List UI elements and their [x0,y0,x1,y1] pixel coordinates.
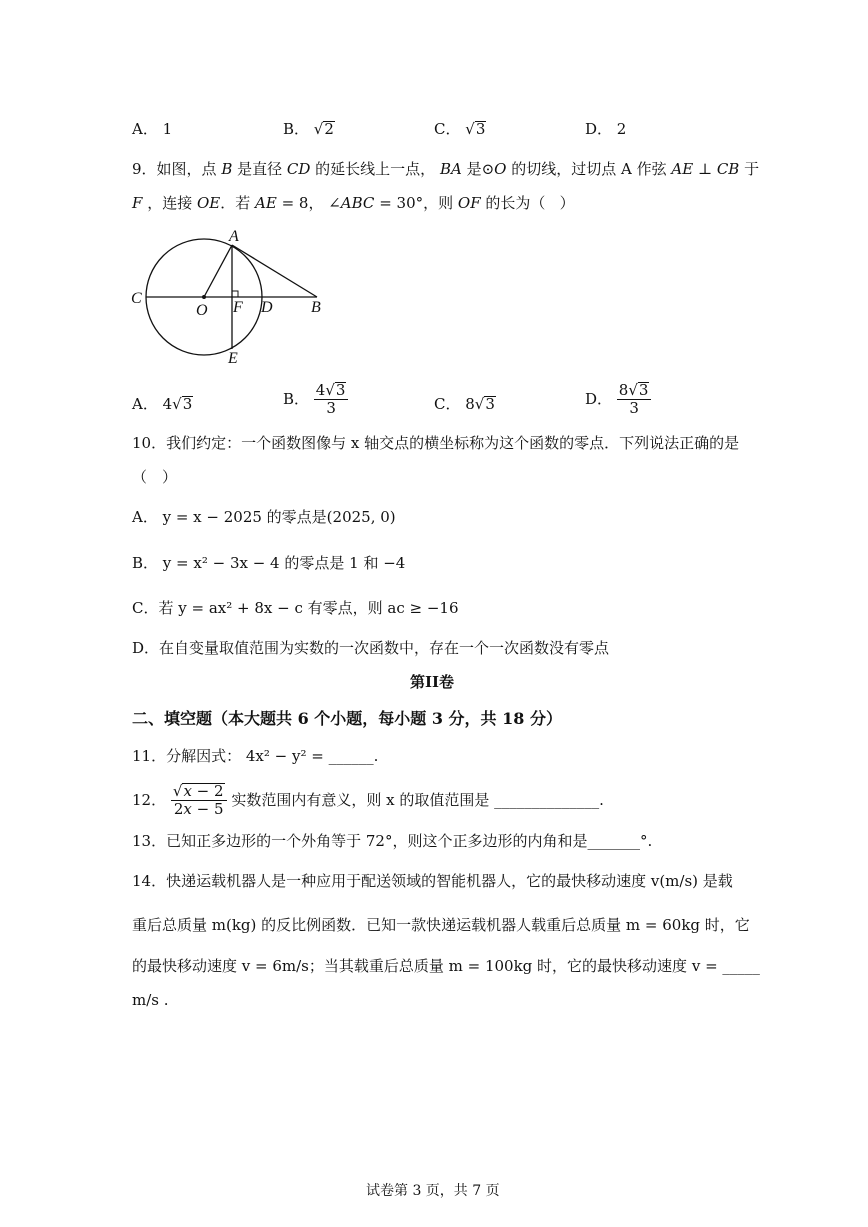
q11: 11．分解因式： 4x² − y² = ______. [132,747,379,765]
label-c: C [131,290,142,307]
section2-heading: 二、填空题（本大题共 6 个小题，每小题 3 分，共 18 分） [132,709,562,728]
q13: 13．已知正多边形的一个外角等于 72°，则这个正多边形的内角和是_______°. [132,832,653,850]
q10-stem-line2: （ ） [132,468,178,486]
label-b: B [311,299,321,316]
q14-line1: 14．快递运载机器人是一种应用于配送领域的智能机器人，它的最快移动速度 v(m/s) 是载 [132,872,733,890]
q10-stem-line1: 10．我们约定：一个函数图像与 x 轴交点的横坐标称为这个函数的零点．下列说法正确的是 [132,434,740,452]
q9-choice-a: A． 4√3 [132,395,193,413]
q9-choice-d: D． $\frac{8√3}{3}$ [585,382,651,418]
q9-stem-line1: 9．如图，点 B 是直径 CD 的延长线上一点， BA 是⊙O 的切线，过切点 A 作弦 AE ⊥ CB 于 [132,160,760,178]
q8-choice-c: C． √3 [434,120,486,138]
q14-line4: m/s . [132,991,169,1009]
label-e: E [228,350,238,367]
label-d: D [261,299,273,316]
q8-choice-d: D． 2 [585,120,627,138]
q12-text: 实数范围内有意义，则 x 的取值范围是 ______________. [231,790,604,809]
q9-stem-line2: F ，连接 OE．若 AE = 8， ∠ABC = 30°，则 OF 的长为（ ） [132,194,575,212]
label-a: A [229,228,239,245]
q9-figure [125,225,340,370]
q14-line3: 的最快移动速度 v = 6m/s；当其载重后总质量 m = 100kg 时，它的最快移动速度 v = _____ [132,957,760,975]
q10-option-c: C．若 y = ax² + 8x − c 有零点，则 ac ≥ −16 [132,599,459,617]
q14-line2: 重后总质量 m(kg) 的反比例函数．已知一款快递运载机器人载重后总质量 m = 60kg 时，它 [132,916,750,934]
page-footer: 试卷第 3 页，共 7 页 [366,1183,500,1199]
q9-choice-b: B． $\frac{4√3}{3}$ [283,382,348,418]
part2-title: 第II卷 [410,673,455,691]
label-o: O [196,302,208,319]
q12 [132,783,604,819]
q8-choice-a: A． 1 [132,120,173,138]
tangent-ab [232,245,317,297]
q10-option-b: B． y = x² − 3x − 4 的零点是 1 和 −4 [132,554,406,572]
segment-oa [204,245,232,297]
q8-choice-b: B． √2 [283,120,334,138]
center-point-o [202,295,206,299]
q9-choice-c: C． 8√3 [434,395,495,413]
right-angle-mark [232,291,238,297]
q12-fraction: $\frac{√x - 2}{2x - 5}$ [171,783,227,819]
q10-option-d: D．在自变量取值范围为实数的一次函数中，存在一个一次函数没有零点 [132,639,610,657]
q10-option-a: A． y = x − 2025 的零点是(2025, 0) [132,508,396,526]
label-f: F [233,299,243,316]
q12-number: 12． [132,790,167,809]
